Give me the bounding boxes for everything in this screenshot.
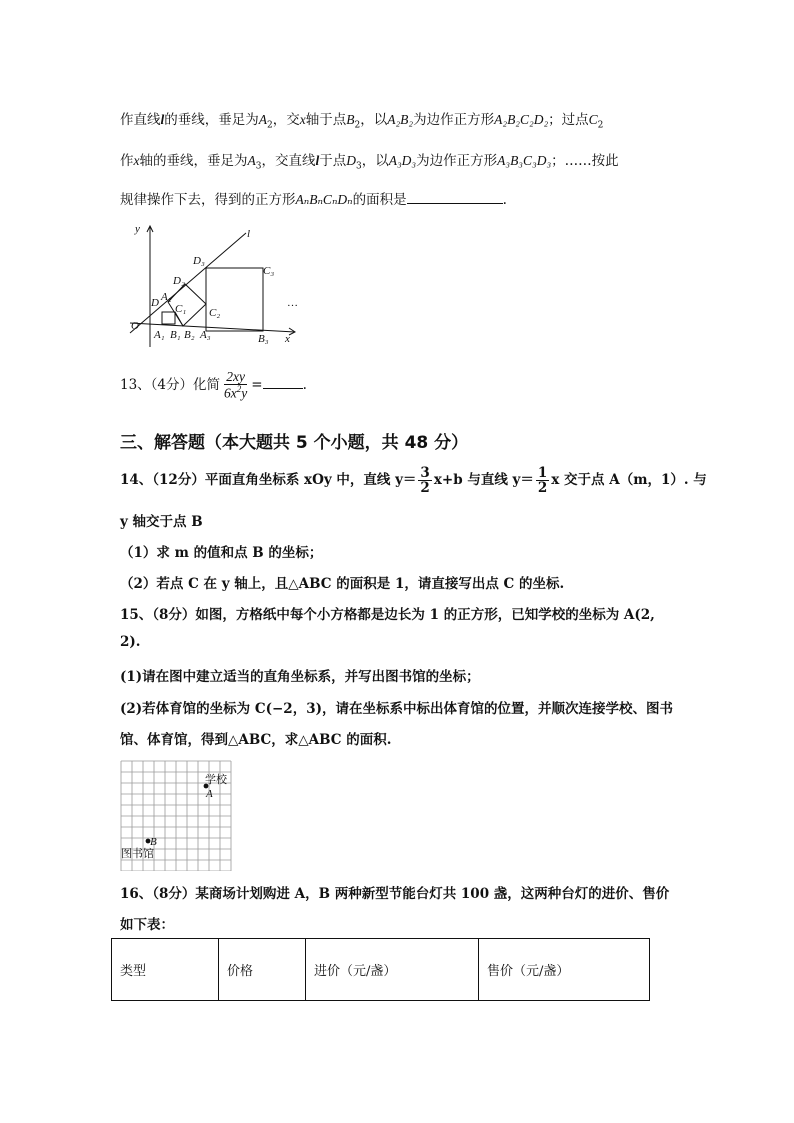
label-c1: C₁ <box>175 303 187 315</box>
q16-line-1: 16、（8分）某商场计划购进 A，B 两种新型节能台灯共 100 盏，这两种台灯的进价、售价 <box>120 886 670 902</box>
fraction-3-2 <box>418 466 431 495</box>
var-x: x <box>133 153 140 168</box>
q14-sub-2: （2）若点 C 在 y 轴上，且△ABC 的面积是 1，请直接写出点 C 的坐标. <box>120 576 565 592</box>
answer-blank[interactable] <box>407 191 503 204</box>
square-2: A₂B₂C₂D₂ <box>494 112 549 127</box>
square-n: AₙBₙCₙDₙ <box>295 192 353 207</box>
square-1 <box>162 312 175 324</box>
denominator <box>222 385 249 401</box>
text: . <box>302 376 307 393</box>
subscript: 2 <box>267 120 273 131</box>
header-sale: 售价（元/盏） <box>479 939 650 1001</box>
label-y: y <box>135 223 140 235</box>
label-x: x <box>285 333 290 345</box>
var-l: l <box>315 153 320 168</box>
text: x+b 与直线 y＝ <box>433 472 534 489</box>
subscript: 3 <box>356 161 362 172</box>
var-l: l <box>160 112 165 127</box>
text: 轴的垂线，垂足为 <box>139 153 248 169</box>
text: 为边作正方形 <box>413 112 495 128</box>
label-a3: A₃ <box>200 329 211 341</box>
denominator: 2 <box>420 480 430 497</box>
den-exp: 2 <box>236 384 242 395</box>
text: 作直线 <box>120 112 161 128</box>
equals: = <box>251 376 263 393</box>
label-a: A <box>206 788 213 800</box>
numerator: 2xy <box>226 369 246 384</box>
text: 14、（12分）平面直角坐标系 xOy 中，直线 y＝ <box>120 472 417 489</box>
text: ，以 <box>360 112 388 128</box>
label-school: 学校 <box>205 774 227 786</box>
denominator: 2 <box>537 480 548 497</box>
square-3: A₃B₃C₃D₃ <box>497 153 552 168</box>
header-price: 价格 <box>219 939 306 1001</box>
q13 <box>120 370 307 401</box>
square-3 <box>206 268 263 331</box>
q14-line-2: y 轴交于点 B <box>120 514 203 530</box>
numerator: 3 <box>420 465 430 481</box>
point-c2: C <box>588 112 598 127</box>
var-x: x <box>299 112 306 127</box>
subscript: 2 <box>597 120 604 131</box>
label-l: l <box>247 228 251 240</box>
line-l <box>130 233 246 333</box>
label-d1: D <box>151 297 159 309</box>
q15-sub-2b: 馆、体育馆，得到△ABC，求△ABC 的面积. <box>120 732 392 748</box>
answer-blank[interactable] <box>263 376 303 389</box>
q15-sub-1: (1)请在图中建立适当的直角坐标系，并写出图书馆的坐标； <box>120 669 480 685</box>
label-dots: … <box>287 297 298 309</box>
section-heading: 三、解答题（本大题共 5 个小题，共 48 分） <box>120 433 469 453</box>
label-a1: A₁ <box>154 329 165 341</box>
q13-label: 13、（4分）化简 <box>120 376 221 393</box>
text: ；……按此 <box>551 153 619 169</box>
text: 轴于点 <box>305 112 347 128</box>
q15-grid <box>119 759 234 871</box>
label-b3: B₃ <box>258 333 269 345</box>
subscript: 2 <box>354 120 361 131</box>
text: 规律操作下去，得到的正方形 <box>120 192 296 208</box>
text: 于点 <box>319 153 347 169</box>
label-a2: A₂ <box>161 291 172 303</box>
square-2 <box>168 284 206 326</box>
q13-fraction <box>222 370 249 401</box>
q12-figure <box>125 222 305 352</box>
price-table <box>111 938 650 1001</box>
text: ；过点 <box>548 112 589 128</box>
q12-line-1 <box>120 108 603 131</box>
text: 的垂线，垂足为 <box>164 112 259 128</box>
text: 作 <box>120 153 134 169</box>
q14-sub-1: （1）求 m 的值和点 B 的坐标； <box>120 545 323 561</box>
point-a3: A <box>247 153 256 168</box>
table-row <box>112 939 650 1001</box>
text: 为边作正方形 <box>416 153 498 169</box>
q12-line-2 <box>120 149 619 172</box>
q15-sub-2: (2)若体育馆的坐标为 C(−2，3)，请在坐标系中标出体育馆的位置，并顺次连接学校、图书 <box>120 701 673 717</box>
den-base: 6x <box>224 385 237 401</box>
subscript: 3 <box>255 161 262 172</box>
segment-a2b2: A₂B₂ <box>387 112 414 127</box>
label-d3: D₃ <box>193 255 205 267</box>
text: x 交于点 A（m，1）. 与 <box>551 472 707 489</box>
den-end: y <box>241 385 248 401</box>
text: ，以 <box>361 153 389 169</box>
q12-line-3 <box>120 188 507 208</box>
fraction-1-2 <box>536 466 549 495</box>
label-b2: B₂ <box>184 329 195 341</box>
label-c3: C₃ <box>263 265 275 277</box>
numerator: 1 <box>537 465 548 481</box>
point-b2: B <box>346 112 355 127</box>
label-c2: C₂ <box>209 307 221 319</box>
label-b: B <box>150 836 157 848</box>
text: ，交 <box>272 112 300 128</box>
text: 的面积是 <box>352 192 407 208</box>
q16-line-2: 如下表： <box>120 917 174 933</box>
q14-line-1 <box>120 466 707 495</box>
q15-line-2: 2). <box>120 634 141 650</box>
label-o: O <box>131 320 139 332</box>
label-b1: B₁ <box>170 329 181 341</box>
label-d2: D₂ <box>173 275 185 287</box>
label-library: 图书馆 <box>121 848 154 860</box>
segment-a3d3: A₃D₃ <box>388 153 417 168</box>
header-type: 类型 <box>112 939 219 1001</box>
header-cost: 进价（元/盏） <box>306 939 479 1001</box>
q15-line-1: 15、（8分）如图，方格纸中每个小方格都是边长为 1 的正方形，已知学校的坐标为 A(2, <box>120 607 655 623</box>
text: . <box>502 192 507 208</box>
point-d3: D <box>346 153 356 168</box>
point-a2: A <box>258 112 268 127</box>
text: ，交直线 <box>261 153 316 169</box>
